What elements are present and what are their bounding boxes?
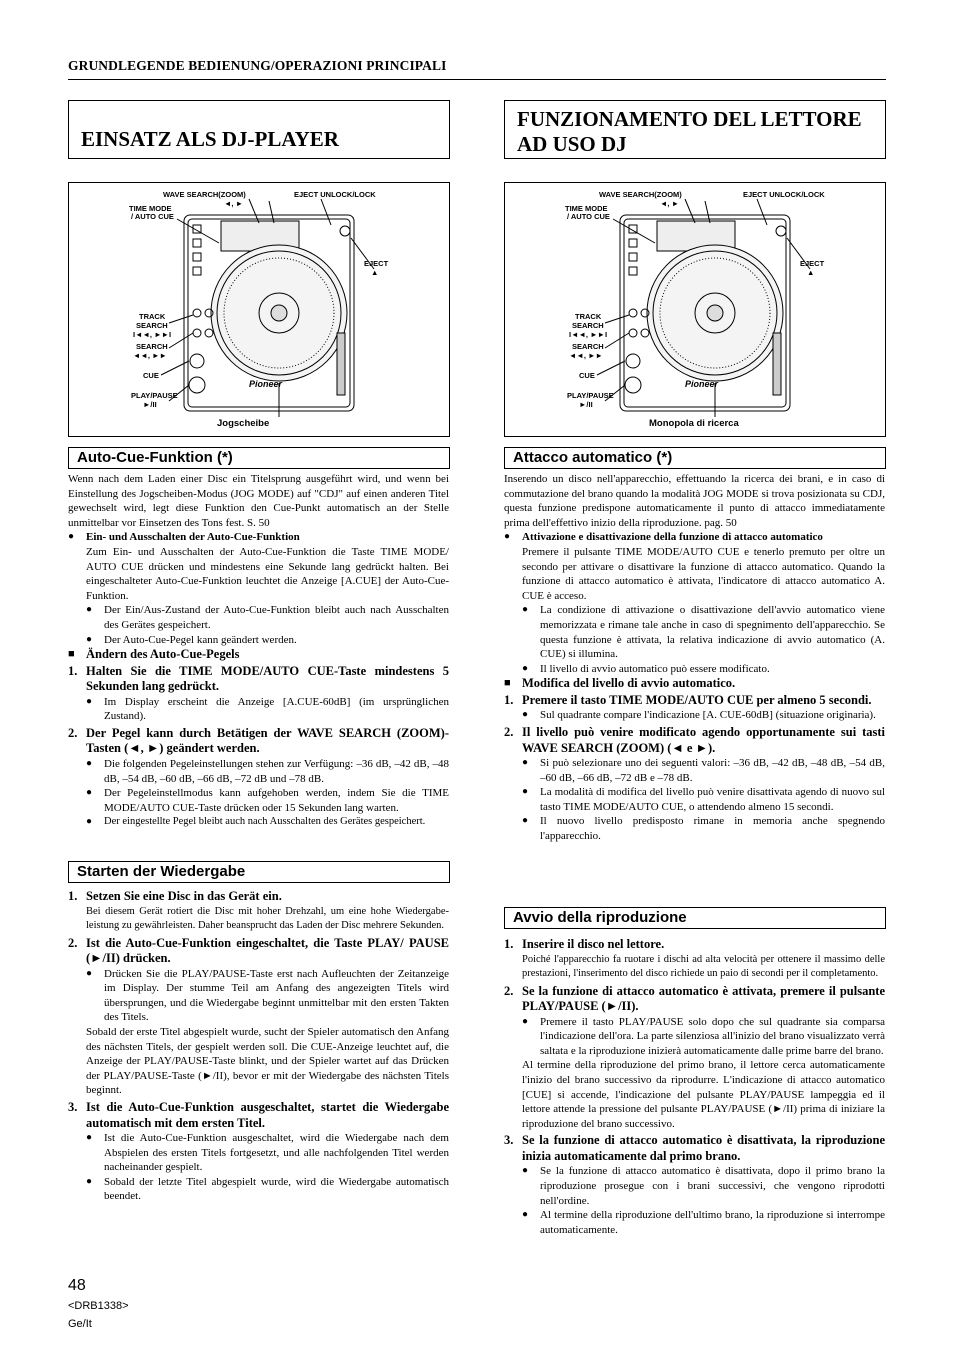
sub-bullet: ● Il livello di avvio automatico può essere modificato. [504, 662, 885, 677]
sub-bullet: ● Drücken Sie die PLAY/PAUSE-Taste erst nach Aufleuchten der Zeitanzeige im Display. Der stumme Teil am Anfang des angezeigten Titels wird übersprungen, und die Wiedergabe beginnt unmittelbar mit den ersten Takten des Titels. [68, 967, 449, 1025]
fig-label-eject: EJECT [800, 259, 825, 268]
intro-paragraph: Inserendo un disco nell'apparecchio, effettuando la ricerca dei brani, e in caso di commutazione del brano quando la modalità JOG MODE si trova posizionata su CDJ, questa funzione predispone automaticamente il punto di attacco immediatamente prima dell'effettivo inizio della riproduzione. pag. 50 [504, 473, 885, 529]
step-text: Bei diesem Gerät rotiert die Disc mit hoher Drehzahl, um eine hohe Wiedergabe-leistung zu gewährleisten. Daher beansprucht das Laden der Disc mehrere Sekunden. [86, 905, 449, 932]
fig-label-wave-arrows: ◄, ► [660, 199, 680, 208]
cdj-diagram-right [505, 183, 885, 436]
section-header: GRUNDLEGENDE BEDIENUNG/OPERAZIONI PRINCIPALI [68, 58, 447, 73]
step-1: 1. Setzen Sie eine Disc in das Gerät ein. [68, 889, 282, 903]
square-heading: ■ Ändern des Auto-Cue-Pegels [68, 647, 449, 662]
step-3: 3. Ist die Auto-Cue-Funktion ausgeschaltet, startet die Wiedergabe automatisch mit dem ersten Titel. [68, 1100, 449, 1130]
fig-label-wave-search: WAVE SEARCH(ZOOM) [599, 190, 682, 199]
sub-bullet: ● Se la funzione di attacco automatico è disattivata, dopo il primo brano la riproduzione prosegue con i brani successivi, che vengono riprodotti nell'ordine. [504, 1164, 885, 1208]
fig-label-search: SEARCH [136, 342, 168, 351]
fig-label-track-sym: I◄◄, ►►I [569, 330, 608, 339]
brand-logo: Pioneer [685, 379, 719, 389]
sub-bullet: ● Der Auto-Cue-Pegel kann geändert werden. [68, 633, 449, 648]
sub-bullet: ● Die folgenden Pegeleinstellungen stehen zur Verfügung: –36 dB, –42 dB, –48 dB, –54 dB, –60 dB, –66 dB, –72 dB und –78 dB. [68, 757, 449, 786]
fig-label-time-mode: TIME MODE [565, 204, 608, 213]
step-text: Poiché l'apparecchio fa ruotare i dischi ad alta velocità per ottenere il massimo delle prestazioni, l'inserimento del disco richiede un paio di secondi per il completamento. [522, 953, 885, 980]
section-auto-cue: Auto-Cue-Funktion (*) [68, 447, 450, 469]
left-col-auto-cue [68, 472, 449, 830]
step-2: 2. Il livello può venire modificato agendo opportunamente sui tasti WAVE SEARCH (ZOOM) (◄ e ►). [504, 725, 885, 755]
right-col-avvio [504, 935, 885, 1237]
bullet-heading: ● Attivazione e disattivazione della funzione di attacco automatico [504, 530, 885, 545]
fig-label-play-pause: PLAY/PAUSE [131, 391, 178, 400]
sub-bullet: ● Der eingestellte Pegel bleibt auch nach Ausschalten des Gerätes gespeichert. [68, 815, 449, 830]
step-2: 2. Ist die Auto-Cue-Funktion eingeschaltet, die Taste PLAY/ PAUSE (►/II) drücken. [68, 935, 449, 966]
fig-label-track: TRACK [575, 312, 602, 321]
fig-label-eject-unlock: EJECT UNLOCK/LOCK [294, 190, 376, 199]
sub-bullet: ● Der Ein/Aus-Zustand der Auto-Cue-Funktion bleibt auch nach Ausschalten des Gerätes gespeichert. [68, 603, 449, 632]
cdj-diagram-left [69, 183, 449, 436]
step-3: 3. Se la funzione di attacco automatico è disattivata, la riproduzione inizia automaticamente dal primo brano. [504, 1133, 885, 1163]
cdj-figure-right [504, 182, 886, 437]
left-title: EINSATZ ALS DJ-PLAYER [68, 100, 450, 159]
sub-bullet: ● La modalità di modifica del livello può venire disattivata agendo di nuovo sul tasto TIME MODE/AUTO CUE, o attendendo almeno 15 secondi. [504, 785, 885, 814]
fig-label-eject-unlock: EJECT UNLOCK/LOCK [743, 190, 825, 199]
fig-label-eject: EJECT [364, 259, 389, 268]
fig-label-search-sym: ◄◄, ►► [569, 351, 603, 360]
fig-label-cue: CUE [579, 371, 595, 380]
section-avvio: Avvio della riproduzione [504, 907, 886, 929]
section-start-playback: Starten der Wiedergabe [68, 861, 450, 883]
fig-label-jog: Monopola di ricerca [649, 418, 739, 429]
fig-label-wave-search: WAVE SEARCH(ZOOM) [163, 190, 246, 199]
sub-bullet: ● Im Display erscheint die Anzeige [A.CUE-60dB] (im ursprünglichen Zustand). [68, 695, 449, 724]
bullet-heading: ● Ein- und Ausschalten der Auto-Cue-Funktion [68, 530, 449, 545]
brand-logo: Pioneer [249, 379, 283, 389]
sub-bullet: ● Ist die Auto-Cue-Funktion ausgeschaltet, wird die Wiedergabe nach dem Abspielen des ersten Titels fortgesetzt, und alle nachfolgenden Titel werden nacheinander gespielt. [68, 1131, 449, 1175]
doc-code: <DRB1338> [68, 1300, 129, 1312]
fig-label-search-sym: ◄◄, ►► [133, 351, 167, 360]
step-1: 1. Premere il tasto TIME MODE/AUTO CUE per almeno 5 secondi. [504, 692, 872, 707]
fig-label-track-search: SEARCH [136, 321, 168, 330]
step-text: Al termine della riproduzione del primo brano, il lettore cerca automaticamente l'inizio del brano successivo da riprodurre. L'indicazione di attacco automatico [CUE] si accende, l'indicazione del pulsante PLAY/PAUSE lampeggia ed il lettore attende la pressione del pulsante PLAY/PAUSE (►/II) prima di iniziare la riproduzione del brano successivo. [522, 1059, 885, 1130]
sub-bullet: ● Al termine della riproduzione dell'ultimo brano, la riproduzione si interrompe automaticamente. [504, 1208, 885, 1237]
fig-label-auto-cue: / AUTO CUE [131, 212, 174, 221]
sub-bullet: ● Der Pegeleinstellmodus kann aufgehoben werden, indem Sie die TIME MODE/AUTO CUE-Taste drücken oder 15 Sekunden lang warten. [68, 786, 449, 815]
section-attacco: Attacco automatico (*) [504, 447, 886, 469]
square-heading: ■ Modifica del livello di avvio automatico. [504, 676, 885, 691]
right-col-attacco [504, 472, 885, 844]
fig-label-play-sym: ►/II [579, 400, 593, 409]
sub-bullet: ● La condizione di attivazione o disattivazione dell'avvio automatico viene memorizzata e rimane tale anche in caso di spegnimento dell'apparecchio. Se questa funzione è attivata, la relativa indicazione di avvio automatico (A. CUE) si illumina. [504, 603, 885, 661]
fig-label-track-sym: I◄◄, ►►I [133, 330, 172, 339]
fig-label-time-mode: TIME MODE [129, 204, 172, 213]
step-2: 2. Der Pegel kann durch Betätigen der WAVE SEARCH (ZOOM)-Tasten (◄, ►) geändert werden. [68, 725, 449, 756]
fig-label-cue: CUE [143, 371, 159, 380]
bullet-text: Premere il pulsante TIME MODE/AUTO CUE e tenerlo premuto per oltre un secondo per attivare o disattivare la funzione di attacco automatico. Quando la funzione di attacco automatico è attivata, l'indicatore di attacco automatico A. CUE è acceso. [522, 545, 885, 602]
fig-label-play-sym: ►/II [143, 400, 157, 409]
page-number: 48 [68, 1277, 86, 1294]
right-title: FUNZIONAMENTO DEL LETTORE AD USO DJ [504, 100, 886, 159]
fig-label-jog: Jogscheibe [217, 418, 270, 429]
fig-label-track: TRACK [139, 312, 166, 321]
fig-label-wave-arrows: ◄, ► [224, 199, 244, 208]
cdj-figure-left [68, 182, 450, 437]
sub-bullet: ● Sobald der letzte Titel abgespielt wurde, wird die Wiedergabe automatisch beendet. [68, 1175, 449, 1204]
sub-bullet: ● Il nuovo livello predisposto rimane in memoria anche spegnendo l'apparecchio. [504, 814, 885, 843]
left-col-playback [68, 887, 449, 1204]
sub-bullet: ● Sul quadrante compare l'indicazione [A. CUE-60dB] (situazione originaria). [504, 708, 885, 723]
bullet-text: Zum Ein- und Ausschalten der Auto-Cue-Funktion die Taste TIME MODE/ AUTO CUE drücken und mindestens eine Sekunde lang gedrückt halten. Bei eingeschalteter Auto-Cue-Funktion leuchtet die Anzeige [A.CUE] der Auto-Cue-Funktion. [86, 545, 449, 602]
fig-label-auto-cue: / AUTO CUE [567, 212, 610, 221]
fig-label-search: SEARCH [572, 342, 604, 351]
eject-icon: ▲ [807, 268, 815, 277]
step-text: Sobald der erste Titel abgespielt wurde, sucht der Spieler automatisch den Anfang des nächsten Titels, der gespielt werden soll. Die CUE-Anzeige leuchtet auf, die Anzeige der PLAY/PAUSE-Taste blinkt, und der Spieler wartet auf das Drücken der PLAY/PAUSE-Taste (►/II), bevor er mit der Wiedergabe des nächsten Titels beginnt. [86, 1026, 449, 1097]
fig-label-play-pause: PLAY/PAUSE [567, 391, 614, 400]
language-code: Ge/It [68, 1318, 92, 1330]
step-1: 1. Inserire il disco nel lettore. [504, 937, 665, 951]
header-rule [68, 79, 886, 80]
step-2: 2. Se la funzione di attacco automatico è attivata, premere il pulsante PLAY/PAUSE (►/II). [504, 983, 885, 1014]
fig-label-track-search: SEARCH [572, 321, 604, 330]
step-1: 1. Halten Sie die TIME MODE/AUTO CUE-Taste mindestens 5 Sekunden lang gedrückt. [68, 663, 449, 694]
intro-paragraph: Wenn nach dem Laden einer Disc ein Titelsprung ausgeführt wird, und wenn bei Einstellung des Jogscheiben-Modus (JOG MODE) auf "CDJ" auf einen anderen Titel gewechselt wird, legt diese Funktion den Cue-Punkt automatisch an der Stelle unmittelbar vor Einsetzen des Tons fest. S. 50 [68, 473, 449, 529]
sub-bullet: ● Si può selezionare uno dei seguenti valori: –36 dB, –42 dB, –48 dB, –54 dB, –60 dB, –66 dB, –72 dB e –78 dB. [504, 756, 885, 785]
eject-icon: ▲ [371, 268, 379, 277]
sub-bullet: ● Premere il tasto PLAY/PAUSE solo dopo che sul quadrante sia comparsa l'indicazione dell'ora. La parte silenziosa all'inizio del brano visualizzato verrà saltata e la riproduzione inizierà automaticamente dalle prime barre del brano. [504, 1015, 885, 1059]
